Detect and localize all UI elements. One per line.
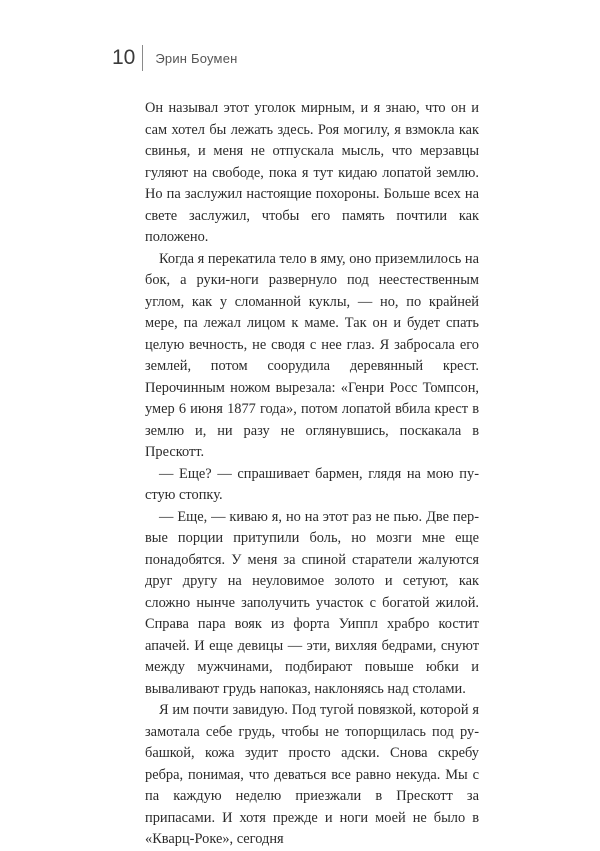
paragraph: — Еще, — киваю я, но на этот раз не пью. Две первые порции притупили боль, но мозги мне еще понадобятся. У меня за спиной старатели жалуются друг другу на неуловимое золото и сетуют, как сложно нынче заполучить участок с богатой жилой. Справа пара вояк из форта Уиппл храбро костит апачей. И еще девицы — эти, вихляя бедрами, снуют между мужчинами, подбирают повыше юбки и вываливают грудь напоказ, наклоняясь над столами.	[145, 508, 479, 697]
paragraph: Он называл этот уголок мирным, и я знаю, что он и сам хотел бы лежать здесь. Роя могилу, я взмокла как свинья, и меня не отпускала мысль, что мерзавцы гуляют на свободе, пока я тут кидаю лопатой землю. Но па заслужил настоящие похороны. Больше всех на свете заслужил, чтобы его память почтили как положено.	[145, 100, 479, 245]
paragraph: Когда я перекатила тело в яму, оно приземлилось на бок, а руки-ноги развернуло под неестественным углом, как у сломанной куклы, — но, по крайней мере, па лежал лицом к маме. Так он и будет спать целую вечность, не сводя с нее глаз. Я забросала его землей, потом соорудила деревянный крест. Перочинным ножом вырезала: «Генри Росс Томпсон, умер 6 июня 1877 года», потом лопатой вбила крест в землю и, ни разу не оглянувшись, поскакала в Прескотт.	[145, 250, 479, 460]
page-number: 10	[112, 46, 136, 69]
paragraph: Я им почти завидую. Под тугой повязкой, которой я замотала себе грудь, чтобы не топорщилась под рубашкой, кожа зудит просто адски. Снова скребу ребра, понимая, что деваться все равно некуда. Мы с па каждую неделю приезжали в Прескотт за припасами. И хотя прежде и ноги моей не было в «Кварц-Роке», сегодня	[145, 702, 479, 847]
body-text	[145, 98, 479, 851]
running-header	[112, 44, 238, 72]
header-divider	[142, 45, 143, 71]
paragraph: — Еще? — спрашивает бармен, глядя на мою пустую стопку.	[145, 465, 479, 503]
author-name: Эрин Боумен	[155, 50, 238, 66]
